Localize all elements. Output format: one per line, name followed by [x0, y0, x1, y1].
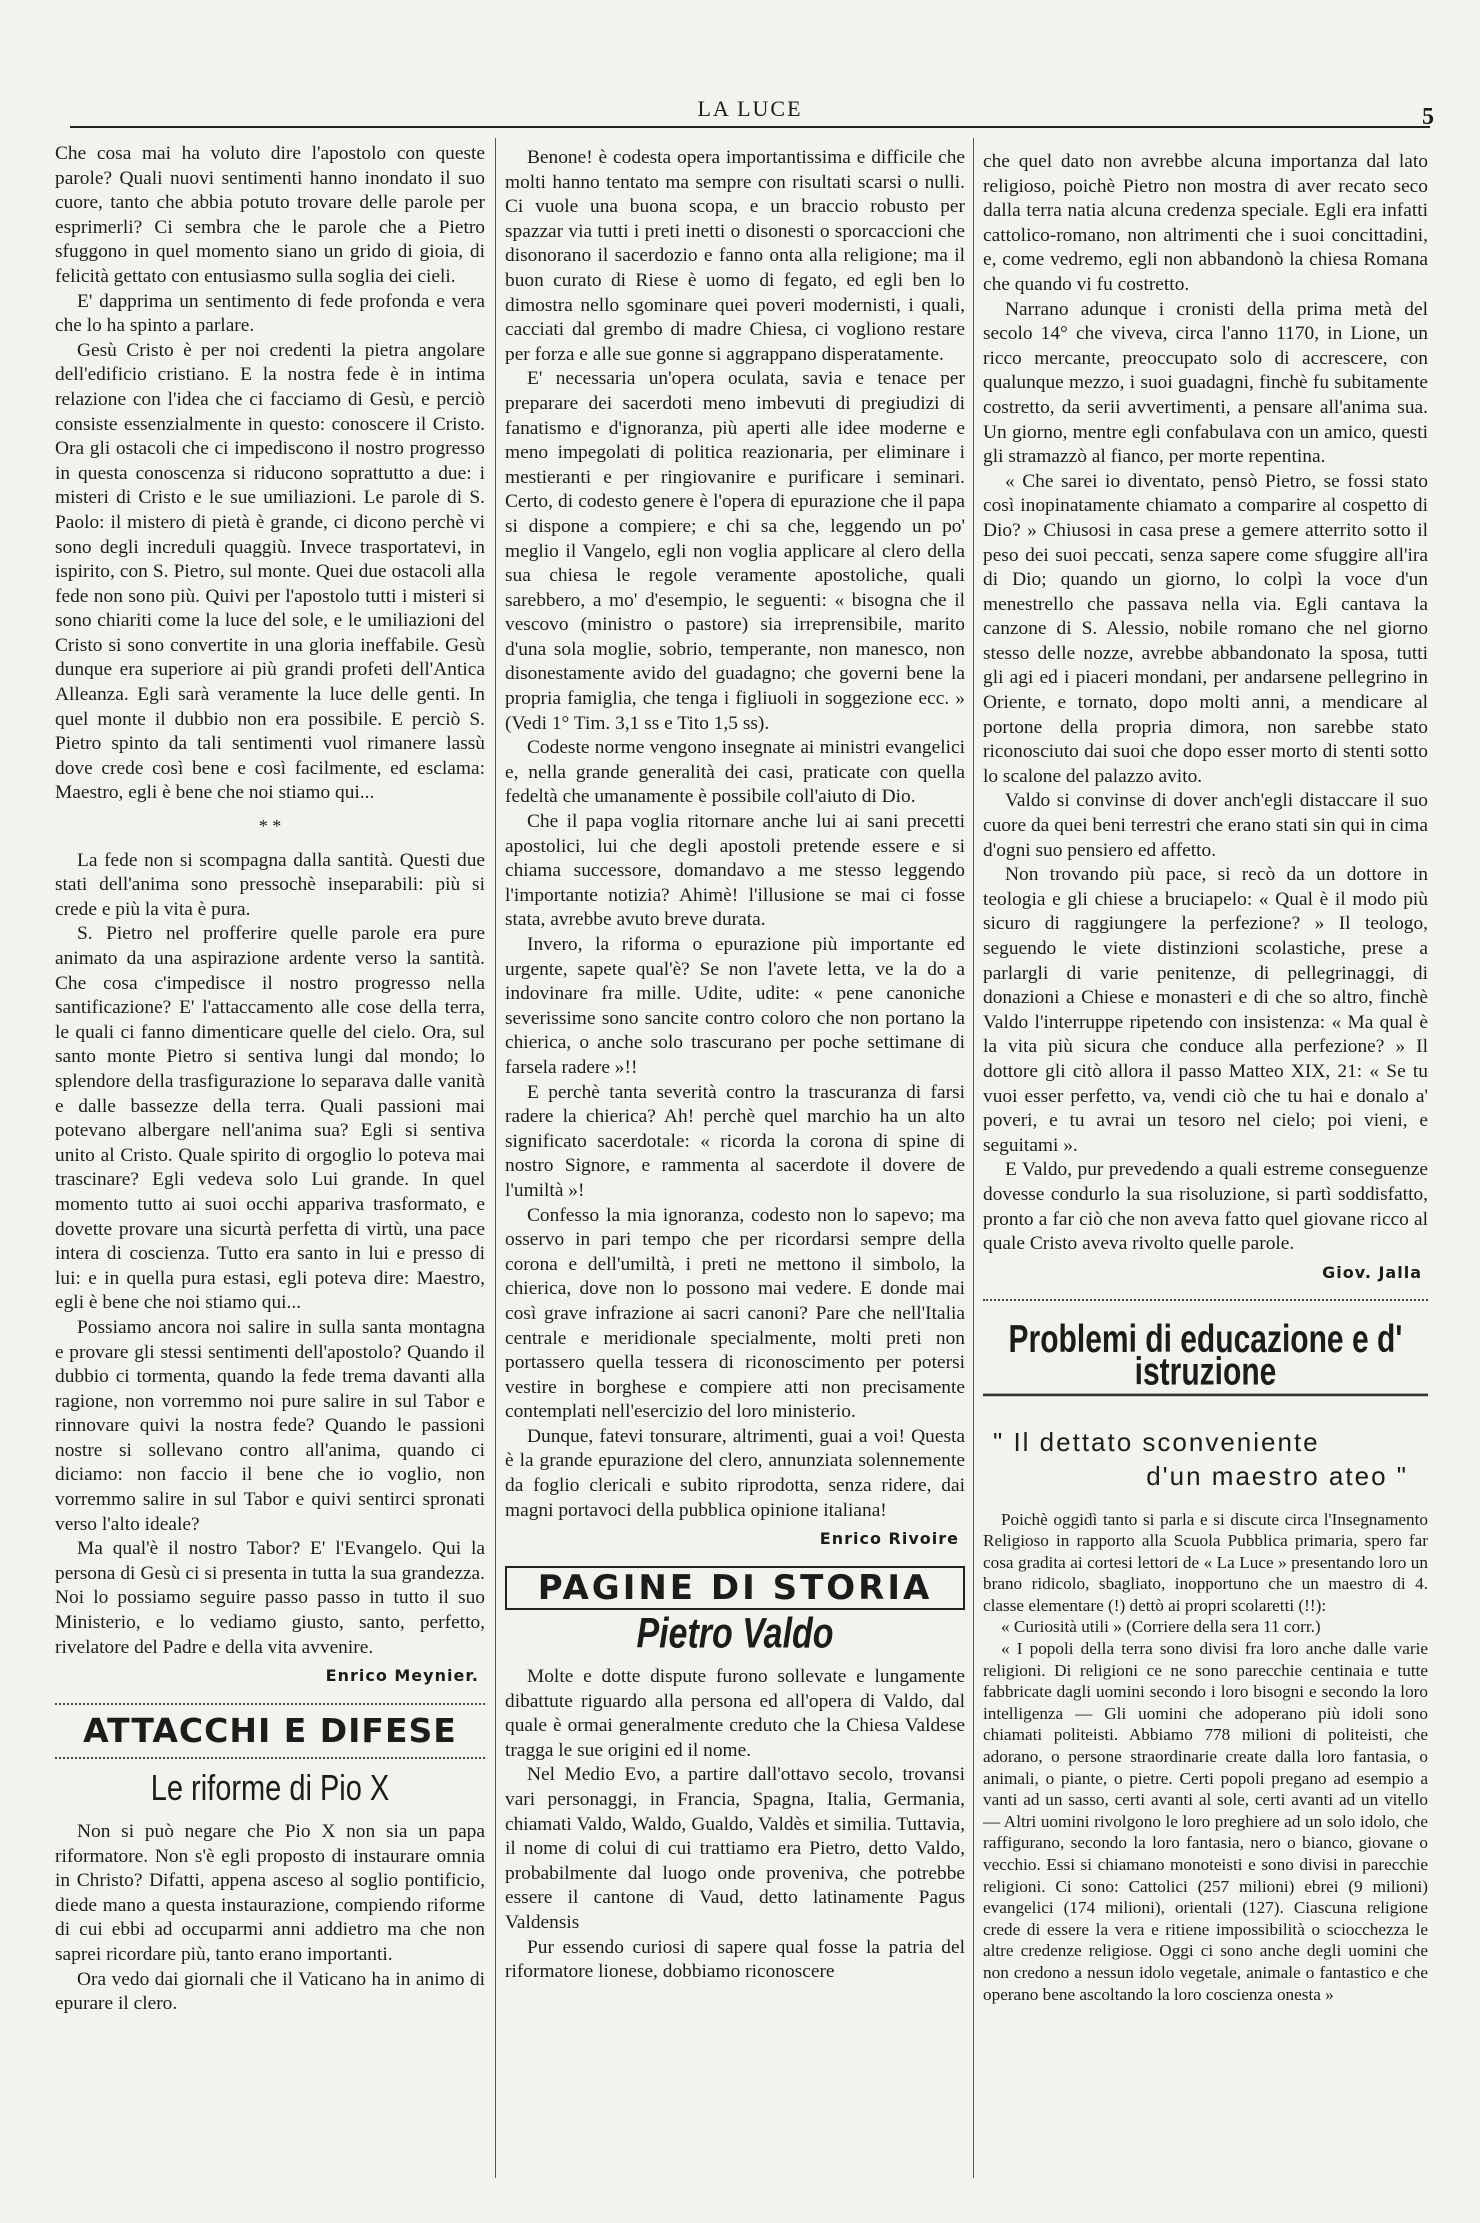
- paragraph: E perchè tanta severità contro la trascuranza di farsi radere la chierica? Ah! perchè quel marchio ha un alto significato sacerdotale: « ricorda la corona di spine di nostro Signore, e rammenta al sacerdote il dovere de l'umiltà »!: [505, 1081, 965, 1201]
- column-1: [55, 142, 485, 2017]
- column-rule-right: [973, 138, 974, 2178]
- paragraph: Benone! è codesta opera importantissima e difficile che molti hanno tentato ma sempre con risultati scarsi o nulli. Ci vuole una buona scopa, e un braccio robusto per spazzar via tutti i preti inetti o disonesti o sporcaccioni che disonorano il sacerdozio e fanno onta alla religione; ma il buon curato di Riese è uomo di fegato, ed egli ben lo dimostra nello sgominare quei poveri modernisti, i quali, cacciati dal grembo di madre Chiesa, ci vogliono restare per forza e alle sue gonne si aggrappano disperatamente.: [505, 147, 965, 365]
- ornamental-rule: [55, 1757, 485, 1765]
- paragraph: che quel dato non avrebbe alcuna importanza dal lato religioso, poichè Pietro non mostra di aver recato seco dalla terra natia alcuna credenza speciale. Egli era infatti cattolico-romano, non altrimenti che i suoi concittadini, e, come vedremo, egli non abbandonò la chiesa Romana che quando vi fu costretto.: [983, 151, 1428, 295]
- paragraph: « I popoli della terra sono divisi fra loro anche dalle varie religioni. Di religioni ce ne sono parecchie centinaia e tutte fabbricate dagli uomini secondo i loro bisogni e secondo la loro intelligenza — Gli uomini che adoperano più idoli sono chiamati politeisti. Abbiamo 778 milioni di politeisti, che adorano, o persone straordinarie create dalla loro fantasia, o animali, o piante, o pietre. Certi popoli pregano ad esempio a vanti ad un sasso, certi avanti al sole, certi avanti ad un vitello — Altri uomini rivolgono le loro preghiere ad un solo idolo, che raffigurano, secondo la loro fantasia, nero o bianco, giovane o vecchio. Essi si chiamano monoteisti e sono divisi in parecchie religioni. Ci sono: Cattolici (257 milioni) ebrei (9 milioni) evangelici (174 milioni), orientali (127). Ciascuna religione crede di essere la vera e ritiene impossibilità o sciocchezza le altre credenze religiose. Oggi ci sono anche degli uomini che non credono a nessun idolo vegetale, animale o fantastico e che operano bene ascoltando la loro coscienza onesta »: [983, 1639, 1428, 2004]
- author-signature: Enrico Meynier.: [325, 1666, 479, 1686]
- paragraph: Ma qual'è il nostro Tabor? E' l'Evangelo. Qui la persona di Gesù ci si presenta in tutta la sua grandezza. Noi lo possiamo seguire passo passo in tutto il suo Ministerio, e lo vediamo giusto, santo, perfetto, rivelatore del Padre e della vita avvenire.: [55, 1538, 485, 1658]
- paragraph: Gesù Cristo è per noi credenti la pietra angolare dell'edificio cristiano. E la nostra fede è in intima relazione con l'idea che ci facciamo di Gesù, e perciò consiste essenzialmente in questo: conoscere il Cristo. Ora gli ostacoli che ci impediscono il nostro progresso in questa conoscenza si riducono soprattutto a due: i misteri di Cristo e le sue umiliazioni. Le parole di S. Paolo: il mistero di pietà è grande, ci dicono perchè vi sono degli increduli quaggiù. Invece trasportatevi, in ispirito, con S. Pietro, sul monte. Quei due ostacoli alla fede non sono più. Quivi per l'apostolo tutti i misteri si sono chiariti come la luce del sole, e le umiliazioni del Cristo si sono convertite in una gloria ineffabile. Gesù dunque era superiore ai più grandi profeti dell'Antica Alleanza. Egli sarà veramente la luce delle genti. In quel monte il dubbio non era possibile. E perciò S. Pietro spinto da tali sentimenti vuol rimanere lassù dove crede così bene e così facilmente, ed esclama: Maestro, egli è bene che noi stiamo qui...: [55, 339, 485, 804]
- column-3: [983, 150, 1428, 2005]
- article-title: [983, 1425, 1428, 1493]
- section-heading: ATTACCHI E DIFESE: [83, 1710, 457, 1750]
- paragraph: Valdo si convinse di dover anch'egli distaccare il suo cuore da quei beni terrestri che erano stati sin qui in cima d'ogni suo pensiero ed affetto.: [983, 790, 1428, 861]
- article-title: Le riforme di Pio X: [150, 1769, 390, 1810]
- column-rule-left: [495, 138, 496, 2178]
- article-title-line: " Il dettato sconveniente: [993, 1426, 1320, 1457]
- newspaper-title: LA LUCE: [697, 96, 803, 121]
- paragraph: « Curiosità utili » (Corriere della sera 11 corr.): [1001, 1617, 1321, 1637]
- author-signature: Giov. Jalla: [1322, 1262, 1422, 1282]
- article-title: Pietro Valdo: [636, 1610, 834, 1659]
- paragraph: Invero, la riforma o epurazione più importante ed urgente, sapete qual'è? Se non l'avete letta, ve la do a indovinare fra mille. Udite, udite: « pene canoniche severissime sono sancite contro coloro che non portano la chierica, o anche solo trascurano per poche settimane di farsela radere »!!: [505, 934, 965, 1078]
- paragraph: S. Pietro nel profferire quelle parole era pure animato da una aspirazione ardente verso la santità. Che cosa c'impedisce il nostro progresso nella santificazione? E' l'attaccamento alle cose della terra, le quali ci fanno dimenticare quelle del cielo. Ora, sul santo monte Pietro si sentiva lungi dal mondo; lo splendore della trasfigurazione lo separava dalle vanità e dalle bassezze della terra. Quali passioni mai potevano albergare nell'anima sua? Egli si sentiva unito al Cristo. Quale spirito di orgoglio lo poteva mai trascinare? Egli vedeva solo Lui grande. In quel momento tutto ai suoi occhi appariva trasformato, e dovette provare una sicurtà perfetta di virtù, una pace intera di coscienza. Tutto era santo in lui e presso di lui: e in quella pura estasi, egli poteva dire: Maestro, egli è bene che noi stiamo qui...: [55, 923, 485, 1314]
- paragraph: E Valdo, pur prevedendo a quali estreme conseguenze dovesse condurlo la sua risoluzione, si partì soddisfatto, pronto a far ciò che non aveva fatto quel giovane ricco al quale Cristo aveva rivolto quelle parole.: [983, 1159, 1428, 1255]
- paragraph: Confesso la mia ignoranza, codesto non lo sapevo; ma osservo in pari tempo che per ricordarsi sempre della corona e dell'umiltà, i preti ne mettono il simbolo, la chierica, dove non lo possono mai vedere. E donde mai così grave infrazione ai sacri canoni? Pare che nell'Italia centrale e meridionale specialmente, molti preti non portassero quella tessera di riconoscimento per potersi vestire in borghese e compiere atti non precisamente contemplati nell'esercizio del loro ministerio.: [505, 1204, 965, 1423]
- paragraph: Pur essendo curiosi di sapere qual fosse la patria del riformatore lionese, dobbiamo riconoscere: [505, 1936, 965, 1983]
- paragraph: Nel Medio Evo, a partire dall'ottavo secolo, trovansi vari personaggi, in Francia, Spagna, Italia, Germania, chiamati Valdo, Waldo, Gualdo, Valdès et similia. Tuttavia, il nome di colui di cui trattiamo era Pietro, detto Valdo, probabilmente dal luogo onde proveniva, che potrebbe essere il cantone di Vaud, detto latinamente Pagus Valdensis: [505, 1764, 965, 1933]
- section-heading: PAGINE DI STORIA: [505, 1566, 965, 1611]
- author-signature: Enrico Rivoire: [819, 1529, 959, 1549]
- paragraph: E' dapprima un sentimento di fede profonda e vera che lo ha spinto a parlare.: [55, 290, 485, 337]
- paragraph: Narrano adunque i cronisti della prima metà del secolo 14° che viveva, circa l'anno 1170, in Lione, un ricco mercante, preoccupato solo di accrescere, con qualunque mezzo, i suoi guadagni, finchè fu subitamente costretto, da serii avvertimenti, a pensare all'anima sua. Un giorno, mentre egli confabulava con un amico, questi gli stramazzò al fianco, per morte repentina.: [983, 298, 1428, 468]
- paragraph: « Che sarei io diventato, pensò Pietro, se fossi stato così inopinatamente chiamato a comparire al cospetto di Dio? » Chiusosi in casa prese a gemere atterrito sotto il peso dei suoi peccati, senza sapere come sfuggire all'ira di Dio; quando un giorno, lo colpì la voce d'un menestrello che passava nella via. Egli cantava la canzone di S. Alessio, nobile romano che nel giorno stesso delle nozze, avrebbe abbandonato la sposa, tutti gli agi ed i piaceri mondani, per andarsene pellegrino in Oriente, e tornato, dopo molti anni, a mendicare al portone della propria dimora, non sarebbe stato riconosciuto dai suoi che dopo esser morto di stenti sotto lo scalone del palazzo avito.: [983, 470, 1428, 787]
- paragraph: Poichè oggidì tanto si parla e si discute circa l'Insegnamento Religioso in rapporto alla Scuola Pubblica primaria, spero far cosa gradita ai cortesi lettori de « La Luce » presentando loro un brano ridicolo, sbagliato, inopportuno che un maestro di 4. classe elementare (!) dettò ai propri scolaretti (!!):: [983, 1509, 1428, 1615]
- paragraph: Non si può negare che Pio X non sia un papa riformatore. Non s'è egli proposto di instaurare omnia in Christo? Difatti, appena asceso al soglio pontificio, diede mano a questa instaurazione, compiendo riforme di cui ebbi ad occuparmi anni addietro ma che non saprei ricordare più, tanto erano importanti.: [55, 1821, 485, 1965]
- article-body: [983, 1509, 1428, 2006]
- article-title-line: d'un maestro ateo ": [1146, 1460, 1408, 1491]
- paragraph: E' necessaria un'opera oculata, savia e tenace per preparare dei sacerdoti meno imbevuti di pregiudizi di fanatismo e d'ignoranza, più aperti alle idee moderne e meno impegolati di politica reazionaria, per eliminare i mestieranti e per ringiovanire e purificare i seminari. Certo, di codesto genere è l'opera di epurazione che il papa si dispone a compiere; e chi sa che, leggendo un po' meglio il Vangelo, egli non voglia applicare al clero della sua chiesa le regole veramente apostoliche, quali sarebbero, a mo' d'esempio, le seguenti: « bisogna che il vescovo (ministro o pastore) sia irreprensibile, marito d'una sola moglie, sobrio, temperante, non manesco, non disonestamente avido del guadagno; che governi bene la propria famiglia, che tenga i figliuoli in soggezione ecc. » (Vedi 1° Tim. 3,1 ss e Tito 1,5 ss).: [505, 368, 965, 734]
- paragraph: La fede non si scompagna dalla santità. Questi due stati dell'anima sono pressochè inseparabili: più si crede e più la vita è pura.: [55, 849, 485, 920]
- asterism-divider: * *: [258, 816, 282, 837]
- paragraph: Non trovando più pace, si recò da un dottore in teologia e gli chiese a bruciapelo: « Qual è il modo più sicuro di raggiungere la perfezione? » Il teologo, seguendo le viete distinzioni scolastiche, prese a parlargli di varie penitenze, di pellegrinaggi, di donazioni a Chiese e monasteri e di che so altro, finchè Valdo l'interruppe ripetendo con insistenza: « Ma qual è la vita più sicura che conduce alla perfezione? » Il dottore gli citò allora il passo Matteo XIX, 21: « Se tu vuoi esser perfetto, va, vendi ciò che tu hai e donalo a' poveri, e tu avrai un tesoro nel cielo; poi vieni, e seguitami ».: [983, 864, 1428, 1156]
- column-2: [505, 146, 965, 1985]
- section-heading: Problemi di educazione e d' istruzione: [983, 1325, 1428, 1397]
- paragraph: Dunque, fatevi tonsurare, altrimenti, guai a voi! Questa è la grande epurazione del clero, annunziata solennemente da foglio clericali e subito riprodotta, senza ridere, dai magni portavoci della pubblica opinione italiana!: [505, 1425, 965, 1521]
- paragraph: Possiamo ancora noi salire in sulla santa montagna e provare gli stessi sentimenti dell'apostolo? Quando il dubbio ci tormenta, quando la fede trema davanti alla ragione, non vorremmo noi pure salire in sul Tabor e rinnovare quivi la nostra fede? Quando le passioni nostre si sollevano contro all'anima, quando ci diciamo: non faccio il bene che io voglio, non vorremmo salire in sul Tabor e quivi sentirci spronati verso l'alto ideale?: [55, 1316, 485, 1535]
- page-number: 5: [1422, 104, 1434, 130]
- paragraph: Codeste norme vengono insegnate ai ministri evangelici e, nella grande generalità dei casi, praticate con quella fedeltà che umanamente è possibile coll'aiuto di Dio.: [505, 737, 965, 808]
- paragraph: Ora vedo dai giornali che il Vaticano ha in animo di epurare il clero.: [55, 1968, 485, 2015]
- paragraph: Che cosa mai ha voluto dire l'apostolo con queste parole? Quali nuovi sentimenti hanno inondato il suo cuore, tanto che abbia potuto trovare delle parole per esprimerli? Ci sembra che le parole che a Pietro sfuggono in quel momento siano un grido di gioia, di felicità gettato con entusiasmo sulla soglia dei cieli.: [55, 143, 485, 287]
- ornamental-rule: [983, 1299, 1428, 1307]
- paragraph: Che il papa voglia ritornare anche lui ai sani precetti apostolici, lui che degli apostoli pretende essere e si chiama successore, domandavo a me stesso leggendo l'importante notizia? Ahimè! l'illusione se mai ci fosse stata, avrebbe avuto breve durata.: [505, 811, 965, 931]
- ornamental-rule: [55, 1703, 485, 1711]
- paragraph: Molte e dotte dispute furono sollevate e lungamente dibattute riguardo alla persona ed all'opera di Valdo, dal quale è ormai generalmente creduto che la Chiesa Valdese tragga le sue origini ed il nome.: [505, 1666, 965, 1761]
- page-header: [70, 92, 1434, 130]
